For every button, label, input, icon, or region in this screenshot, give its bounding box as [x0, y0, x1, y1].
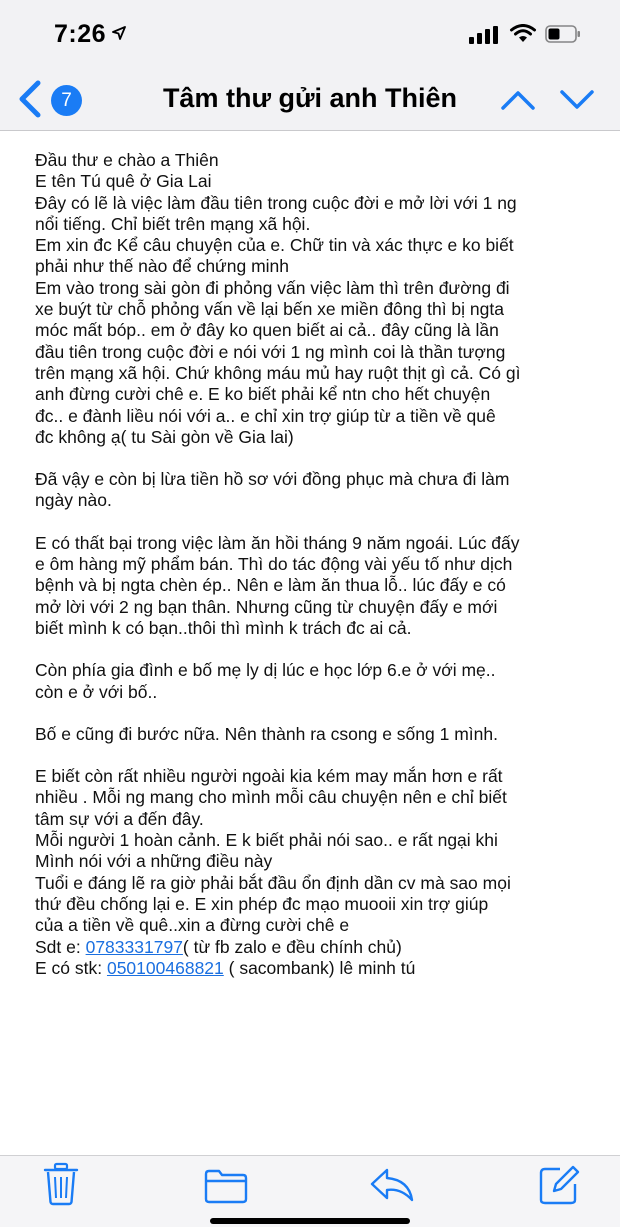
battery-icon — [545, 25, 581, 43]
message-line: đc không ạ( tu Sài gòn về Gia lai) — [35, 426, 294, 447]
message-line: Mình nói với a những điều này — [35, 851, 273, 872]
blank-line — [35, 448, 615, 469]
account-line — [35, 958, 615, 979]
message-line: Đầu thư e chào a Thiên — [35, 150, 219, 170]
message-line: Đây có lẽ là việc làm đầu tiên trong cuộc đời e mở lời với 1 ng — [35, 192, 517, 213]
message-text — [35, 150, 615, 979]
next-message-button[interactable] — [557, 84, 597, 114]
message-line: E tên Tú quê ở Gia Lai — [35, 171, 212, 192]
message-line: Em xin đc Kể câu chuyện của e. Chữ tin và xác thực e ko biết — [35, 235, 514, 256]
message-line: còn e ở với bố.. — [35, 681, 158, 702]
account-suffix: ( sacombank) lê minh tú — [223, 957, 416, 978]
message-line: thứ đều chống lại e. E xin phép đc mạo muooii xin trợ giúp — [35, 893, 489, 914]
trash-icon[interactable] — [42, 1162, 80, 1206]
status-bar — [0, 0, 620, 68]
chevron-down-icon — [562, 92, 592, 107]
message-line: bệnh và bị ngta chèn ép.. Nên e làm ăn thua lỗ.. lúc đấy e có — [35, 575, 506, 596]
phone-prefix: Sdt e: — [35, 936, 86, 957]
account-number-link[interactable]: 050100468821 — [106, 957, 224, 978]
message-line: e ôm hàng mỹ phẩm bán. Thì do tác động vài yếu tố như dịch — [35, 554, 513, 575]
blank-line — [35, 745, 615, 766]
blank-line — [35, 512, 615, 533]
account-prefix: E có stk: — [35, 957, 107, 978]
message-line: Đã vậy e còn bị lừa tiền hồ sơ với đồng phục mà chưa đi làm — [35, 469, 510, 490]
message-line: đc.. e đành liều nói với a.. e chỉ xin trợ giúp từ a tiền về quê — [35, 405, 496, 426]
message-line: đầu tiên trong cuộc đời e nói với 1 ng mình coi là thần tượng — [35, 341, 506, 362]
message-line: tâm sự với a đến đây. — [35, 808, 204, 829]
message-line: móc mất bóp.. em ở đây ko quen biết ai cả.. đây cũng là lần — [35, 320, 499, 341]
previous-message-button[interactable] — [498, 84, 538, 114]
nav-bar — [0, 68, 620, 131]
message-line: của a tiền về quê..xin a đừng cười chê e — [35, 915, 350, 936]
message-line: mở lời với 2 ng bạn thân. Nhưng cũng từ chuyện đấy e mới — [35, 596, 498, 617]
message-line: nổi tiếng. Chỉ biết trên mạng xã hội. — [35, 213, 311, 234]
bottom-toolbar — [0, 1155, 620, 1227]
wifi-icon — [509, 24, 537, 44]
message-line: xe buýt từ chỗ phỏng vấn về lại bến xe miền đông thì bị ngta — [35, 299, 504, 320]
message-line: biết mình k có bạn..thôi thì mình k trách đc ai cả. — [35, 617, 412, 638]
message-line: E có thất bại trong việc làm ăn hồi tháng 9 năm ngoái. Lúc đấy — [35, 532, 520, 553]
message-line: ngày nào. — [35, 490, 112, 511]
message-line: E biết còn rất nhiều người ngoài kia kém may mắn hơn e rất — [35, 766, 503, 787]
back-button[interactable] — [14, 78, 48, 120]
message-line: Em vào trong sài gòn đi phỏng vấn việc làm thì trên đường đi — [35, 277, 510, 298]
chevron-up-icon — [503, 93, 533, 108]
message-line: anh đừng cười chê e. E ko biết phải kể ntn cho hết chuyện — [35, 384, 491, 405]
message-line: Tuổi e đáng lẽ ra giờ phải bắt đầu ổn định dần cv mà sao mọi — [35, 872, 511, 893]
reply-icon[interactable] — [369, 1166, 415, 1204]
message-line: phải như thế nào để chứng minh — [35, 256, 290, 277]
phone-suffix: ( từ fb zalo e đều chính chủ) — [182, 936, 402, 957]
page-title: Tâm thư gửi anh Thiên — [162, 83, 458, 113]
status-time: 7:26 — [54, 20, 107, 48]
folder-icon[interactable] — [203, 1168, 249, 1204]
location-arrow-icon — [112, 26, 126, 40]
blank-line — [35, 703, 615, 724]
phone-line — [35, 937, 615, 958]
blank-line — [35, 639, 615, 660]
message-line: Mỗi người 1 hoàn cảnh. E k biết phải nói sao.. e rất ngại khi — [35, 830, 498, 851]
unread-count-badge[interactable]: 7 — [51, 85, 82, 116]
message-line: Bố e cũng đi bước nữa. Nên thành ra csong e sống 1 mình. — [35, 723, 498, 744]
phone-number-link[interactable]: 0783331797 — [85, 936, 183, 957]
message-line: nhiều . Mỗi ng mang cho mình mỗi câu chuyện nên e chỉ biết — [35, 787, 507, 808]
compose-icon[interactable] — [538, 1164, 580, 1206]
signal-icon — [469, 26, 499, 44]
message-body — [0, 131, 620, 1155]
message-line: Còn phía gia đình e bố mẹ ly dị lúc e học lớp 6.e ở với mẹ.. — [35, 660, 496, 681]
home-indicator[interactable] — [210, 1218, 410, 1224]
message-line: trên mạng xã hội. Chứ không máu mủ hay ruột thịt gì cả. Có gì — [35, 362, 521, 383]
chevron-left-icon — [22, 83, 38, 115]
